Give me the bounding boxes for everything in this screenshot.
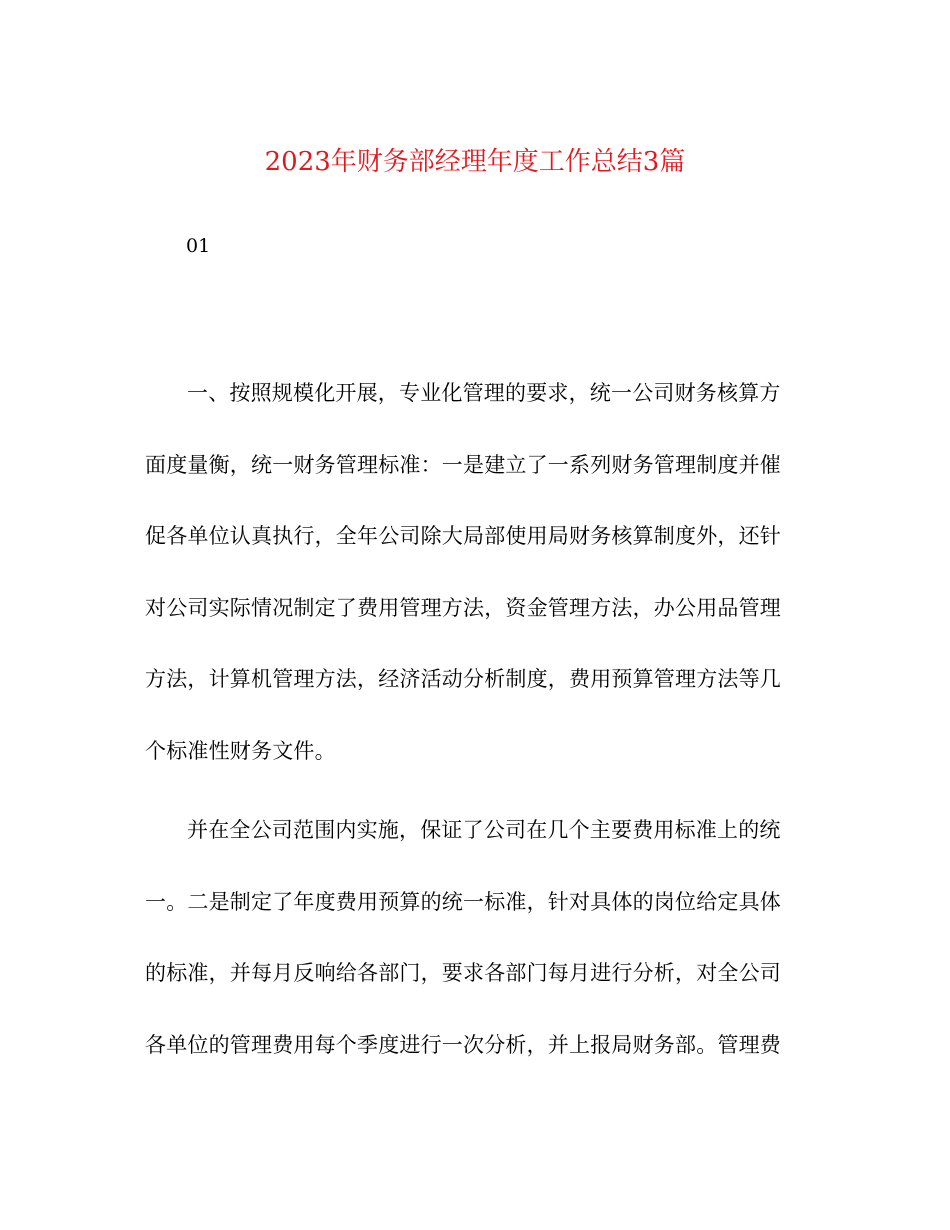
- paragraph-line: 面度量衡，统一财务管理标准：一是建立了一系列财务管理制度并催: [145, 453, 781, 477]
- section-number: 01: [186, 235, 211, 257]
- paragraph-line: 的标准，并每月反响给各部门，要求各部门每月进行分析，对全公司: [145, 961, 781, 985]
- paragraph-line: 方法，计算机管理方法，经济活动分析制度，费用预算管理方法等几: [145, 667, 781, 691]
- paragraph-line: 对公司实际情况制定了费用管理方法，资金管理方法，办公用品管理: [145, 596, 781, 620]
- paragraph-line: 一。二是制定了年度费用预算的统一标准，针对具体的岗位给定具体: [145, 890, 781, 914]
- paragraph-line: 一、按照规模化开展，专业化管理的要求，统一公司财务核算方: [187, 381, 781, 405]
- document-title: 2023年财务部经理年度工作总结3篇: [264, 147, 686, 177]
- paragraph-line: 个标准性财务文件。: [145, 739, 336, 763]
- paragraph-line: 促各单位认真执行，全年公司除大局部使用局财务核算制度外，还针: [145, 524, 781, 548]
- paragraph-line: 各单位的管理费用每个季度进行一次分析，并上报局财务部。管理费: [145, 1033, 781, 1057]
- paragraph-line: 并在全公司范围内实施，保证了公司在几个主要费用标准上的统: [187, 818, 781, 842]
